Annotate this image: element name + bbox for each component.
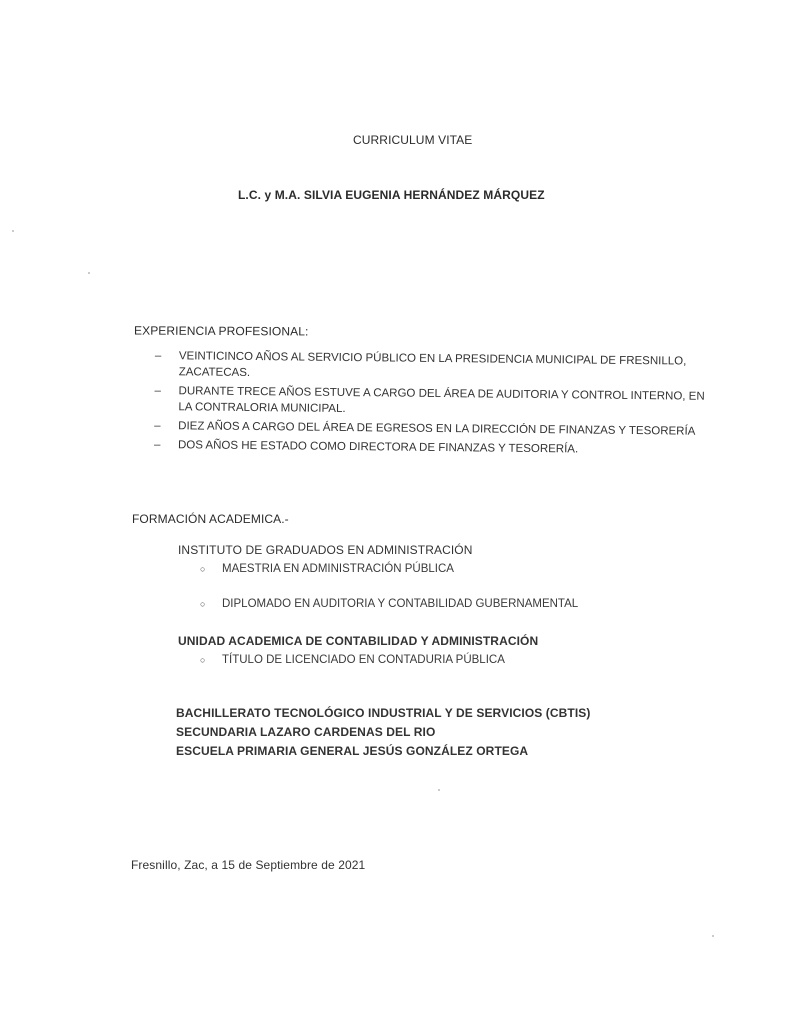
experience-item-text: DURANTE TRECE AÑOS ESTUVE A CARGO DEL ÁREA DE AUDITORIA Y CONTROL INTERNO, EN LA CONTRALORIA MUNICIPAL. [178,385,705,415]
experience-item [154,418,714,440]
experience-item [155,348,715,386]
dash-bullet-icon: – [154,419,161,433]
institution-name: INSTITUTO DE GRADUADOS EN ADMINISTRACIÓN [178,543,473,557]
experience-item [154,383,714,421]
scan-speck [88,272,90,274]
scan-speck [12,230,14,232]
experience-item-text: VEINTICINCO AÑOS AL SERVICIO PÚBLICO EN LA PRESIDENCIA MUNICIPAL DE FRESNILLO, ZACATECAS. [178,350,687,379]
dash-bullet-icon: – [154,384,162,398]
education-heading: FORMACIÓN ACADEMICA.- [132,512,289,526]
program-text: MAESTRIA EN ADMINISTRACIÓN PÚBLICA [222,563,454,575]
school-name: SECUNDARIA LAZARO CARDENAS DEL RIO [176,725,436,739]
circle-bullet-icon: ○ [200,599,206,609]
place-date: Fresnillo, Zac, a 15 de Septiembre de 2021 [131,858,366,872]
document-title: CURRICULUM VITAE [353,133,473,147]
institution-name: UNIDAD ACADEMICA DE CONTABILIDAD Y ADMINISTRACIÓN [178,634,539,648]
dash-bullet-icon: – [154,349,162,363]
experience-item-text: DOS AÑOS HE ESTADO COMO DIRECTORA DE FINANZAS Y TESORERÍA. [177,439,579,456]
program-text: TÍTULO DE LICENCIADO EN CONTADURIA PÚBLICA [222,654,505,666]
program-item [200,654,505,666]
program-item [200,598,578,610]
experience-item [154,437,714,459]
experience-item-text: DIEZ AÑOS A CARGO DEL ÁREA DE EGRESOS EN LA DIRECCIÓN DE FINANZAS Y TESORERÍA [178,420,696,438]
scan-speck [438,789,440,791]
circle-bullet-icon: ○ [200,564,206,574]
program-item [200,563,454,575]
experience-heading: EXPERIENCIA PROFESIONAL: [133,323,309,339]
person-name: L.C. y M.A. SILVIA EUGENIA HERNÁNDEZ MÁRQUEZ [238,188,545,202]
school-name: BACHILLERATO TECNOLÓGICO INDUSTRIAL Y DE SERVICIOS (CBTIS) [176,706,591,720]
scan-speck [712,935,714,937]
school-name: ESCUELA PRIMARIA GENERAL JESÚS GONZÁLEZ ORTEGA [176,744,529,758]
circle-bullet-icon: ○ [200,655,206,665]
dash-bullet-icon: – [153,438,161,452]
program-text: DIPLOMADO EN AUDITORIA Y CONTABILIDAD GUBERNAMENTAL [222,598,579,610]
experience-list [154,348,715,462]
